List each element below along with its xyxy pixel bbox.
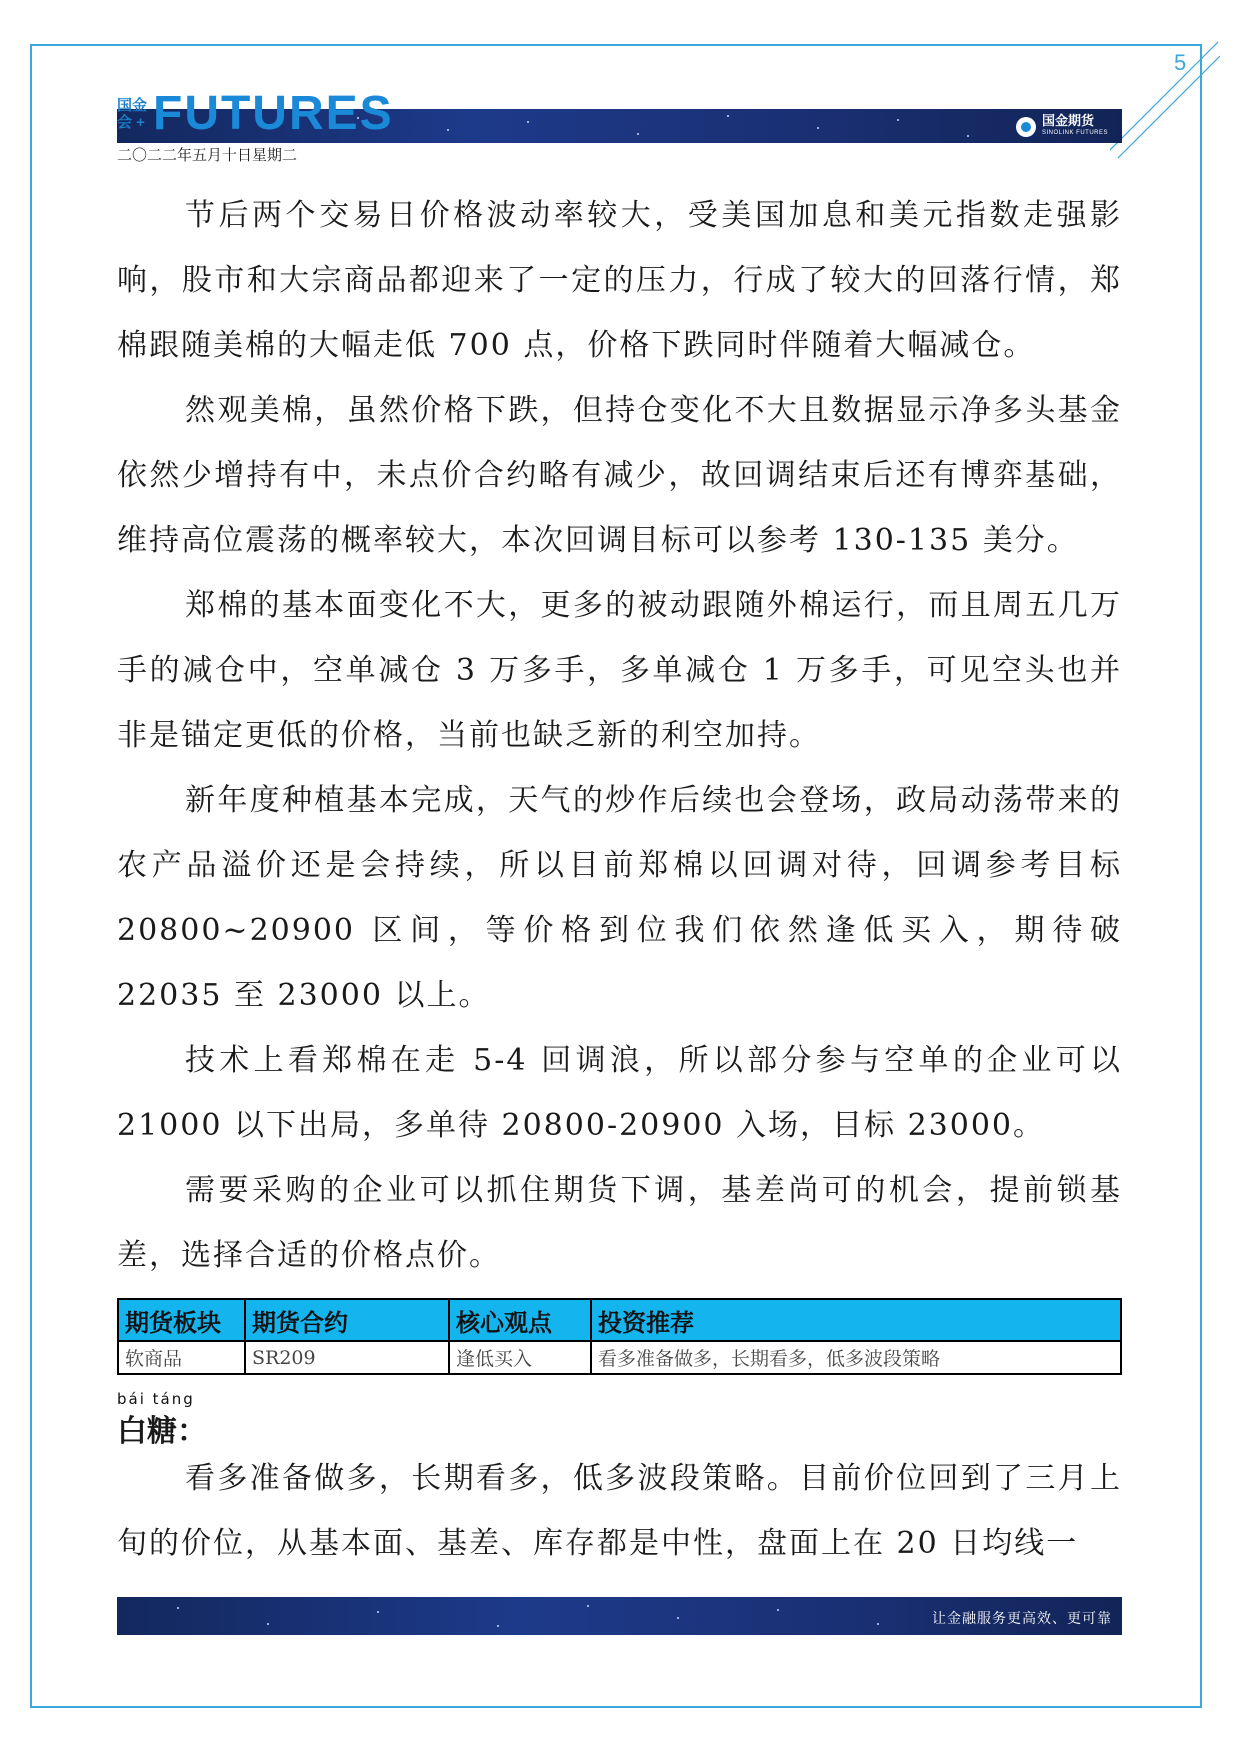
section-heading bbox=[117, 1390, 207, 1450]
brand-name-en: SINOLINK FUTURES bbox=[1041, 130, 1108, 136]
main-content bbox=[117, 183, 1122, 1288]
table-header-cell: 核心观点 bbox=[449, 1299, 591, 1341]
brand-logo bbox=[1016, 115, 1108, 139]
table-header-cell: 期货板块 bbox=[118, 1299, 245, 1341]
paragraph: 技术上看郑棉在走 5-4 回调浪，所以部分参与空单的企业可以 21000 以下出局，多单待 20800-20900 入场，目标 23000。 bbox=[117, 1043, 1122, 1143]
table-cell: 软商品 bbox=[118, 1341, 245, 1374]
paragraph: 新年度种植基本完成，天气的炒作后续也会登场，政局动荡带来的农产品溢价还是会持续，所以目前郑棉以回调对待，回调参考目标 20800~20900 区间，等价格到位我们依然逢低买入，期待破 22035 至 23000 以上。 bbox=[117, 783, 1122, 1013]
table-header-cell: 投资推荐 bbox=[591, 1299, 1121, 1341]
paragraph: 看多准备做多，长期看多，低多波段策略。目前价位回到了三月上旬的价位，从基本面、基差、库存都是中性，盘面上在 20 日均线一 bbox=[117, 1461, 1122, 1561]
table-cell: SR209 bbox=[245, 1341, 449, 1374]
logo-cn: 国金会 + bbox=[117, 97, 148, 131]
footer-band bbox=[117, 1597, 1122, 1635]
page-number: 5 bbox=[1174, 50, 1187, 75]
paragraph: 郑棉的基本面变化不大，更多的被动跟随外棉运行，而且周五几万手的减仓中，空单减仓 3 万多手，多单减仓 1 万多手，可见空头也并非是锚定更低的价格，当前也缺乏新的利空加持。 bbox=[117, 588, 1122, 753]
table-row bbox=[118, 1341, 1121, 1374]
futures-logo bbox=[117, 88, 394, 140]
logo-en: FUTURES bbox=[153, 87, 394, 140]
table-header-cell: 期货合约 bbox=[245, 1299, 449, 1341]
section-content bbox=[117, 1446, 1122, 1576]
recommendation-table bbox=[117, 1298, 1122, 1375]
paragraph: 需要采购的企业可以抓住期货下调，基差尚可的机会，提前锁基差，选择合适的价格点价。 bbox=[117, 1173, 1122, 1273]
document-date: 二〇二二年五月十日星期二 bbox=[117, 146, 298, 164]
section-title: 白糖： bbox=[117, 1414, 207, 1449]
paragraph: 节后两个交易日价格波动率较大，受美国加息和美元指数走强影响，股市和大宗商品都迎来了一定的压力，行成了较大的回落行情，郑棉跟随美棉的大幅走低 700 点，价格下跌同时伴随着大幅减仓。 bbox=[117, 198, 1122, 363]
brand-mark-icon bbox=[1016, 117, 1036, 137]
table-header-row bbox=[118, 1299, 1121, 1341]
table-cell: 逢低买入 bbox=[449, 1341, 591, 1374]
corner-decoration bbox=[1110, 40, 1220, 160]
paragraph: 然观美棉，虽然价格下跌，但持仓变化不大且数据显示净多头基金依然少增持有中，未点价合约略有减少，故回调结束后还有博弈基础，维持高位震荡的概率较大，本次回调目标可以参考 130-135 美分。 bbox=[117, 393, 1122, 558]
table-cell: 看多准备做多，长期看多，低多波段策略 bbox=[591, 1341, 1121, 1374]
section-pinyin: bái táng bbox=[117, 1390, 195, 1408]
brand-name-cn: 国金期货 bbox=[1041, 113, 1094, 128]
footer-slogan: 让金融服务更高效、更可靠 bbox=[932, 1611, 1112, 1627]
